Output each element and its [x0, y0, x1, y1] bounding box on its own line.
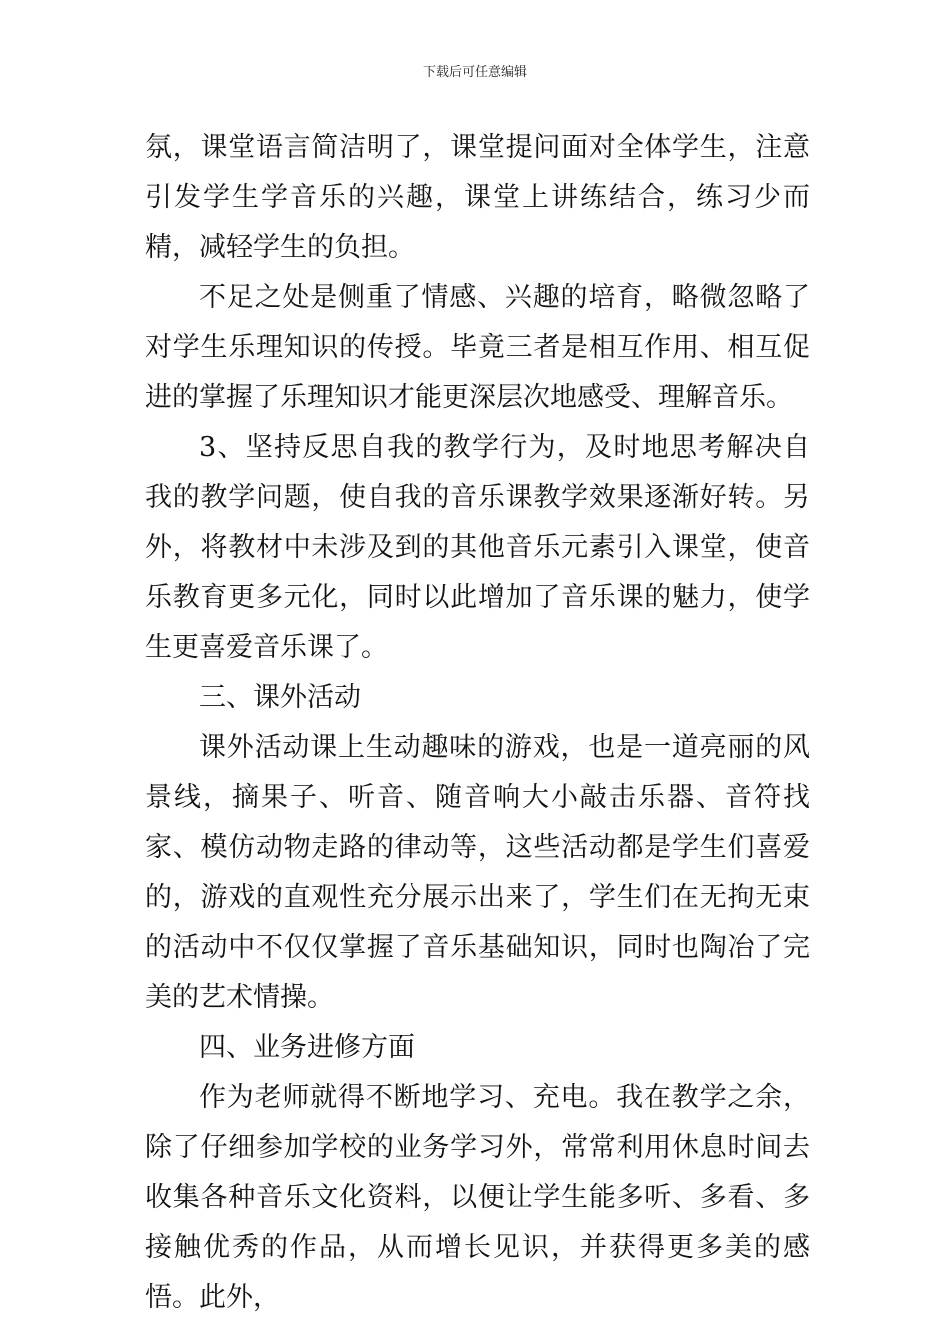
paragraph-3: 3、坚持反思自我的教学行为，及时地思考解决自我的教学问题，使自我的音乐课教学效果逐渐好转。另外，将教材中未涉及到的其他音乐元素引入课堂，使音乐教育更多元化，同时以此增加了音乐课的魅力，使学生更喜爱音乐课了。: [145, 432, 810, 663]
page-header: 下载后可任意编辑: [422, 65, 527, 80]
section-heading-professional-development: 四、业务进修方面: [199, 1032, 415, 1063]
paragraph-2: 不足之处是侧重了情感、兴趣的培育，略微忽略了对学生乐理知识的传授。毕竟三者是相互作用、相互促进的掌握了乐理知识才能更深层次地感受、理解音乐。: [145, 282, 810, 413]
paragraph-5: 作为老师就得不断地学习、充电。我在教学之余，除了仔细参加学校的业务学习外，常常利用休息时间去收集各种音乐文化资料，以便让学生能多听、多看、多接触优秀的作品，从而增长见识，并获得更多美的感悟。此外，: [145, 1082, 810, 1313]
section-heading-extracurricular: 三、课外活动: [199, 682, 361, 713]
document-body: [145, 123, 810, 1323]
paragraph-4: 课外活动课上生动趣味的游戏，也是一道亮丽的风景线，摘果子、听音、随音响大小敲击乐器、音符找家、模仿动物走路的律动等，这些活动都是学生们喜爱的，游戏的直观性充分展示出来了，学生们在无拘无束的活动中不仅仅掌握了音乐基础知识，同时也陶冶了完美的艺术情操。: [145, 732, 810, 1013]
paragraph-1: 氛，课堂语言简洁明了，课堂提问面对全体学生，注意引发学生学音乐的兴趣，课堂上讲练结合，练习少而精，减轻学生的负担。: [145, 132, 810, 263]
